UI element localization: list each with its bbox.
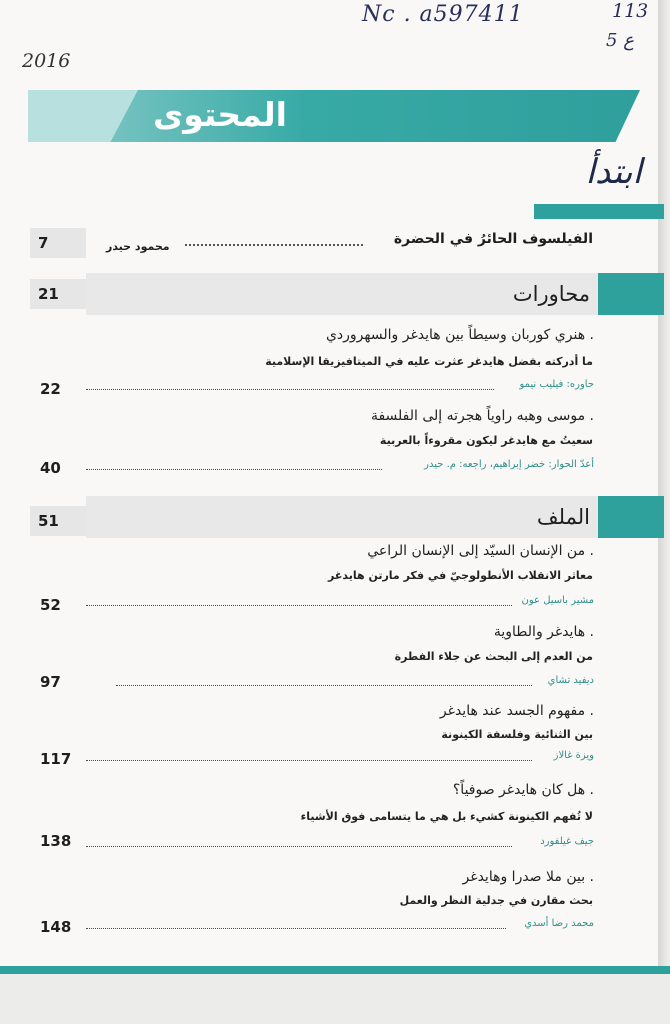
entry-author: مشير باسيل عون <box>521 595 594 606</box>
entry-title: . هايدغر والطاوية <box>493 624 594 640</box>
bottom-rule-thin <box>0 976 670 978</box>
entry-title: . من الإنسان السيّد إلى الإنسان الراعي <box>367 543 594 559</box>
editorial-page-number: 7 <box>30 228 86 258</box>
section-page-number: 21 <box>30 279 86 309</box>
editorial-accent-bar <box>534 204 664 219</box>
editorial-title: الفيلسوف الحائرُ في الحضرة <box>393 231 593 247</box>
entry-leader-dots <box>86 467 382 470</box>
entry-page-number: 40 <box>40 459 61 477</box>
entry-leader-dots <box>86 758 532 761</box>
bottom-rule <box>0 966 670 974</box>
entry-leader-dots <box>86 844 512 847</box>
entry-leader-dots <box>116 683 532 686</box>
entry-page-number: 148 <box>40 918 72 936</box>
handwritten-code: 5 ع <box>606 30 634 51</box>
entry-subtitle: بين الثنائية وفلسفة الكينونة <box>441 728 593 741</box>
entry-author: حاوره: فيليب نيمو <box>519 379 594 390</box>
entry-author: جيف غيلفورد <box>540 836 594 847</box>
entry-page-number: 22 <box>40 380 61 398</box>
entry-leader-dots <box>86 926 506 929</box>
editorial-section-label: ابتدأ <box>585 152 642 192</box>
entry-author: أعدّ الحوار: خضر إبراهيم، راجعه: م. حيدر <box>424 459 594 470</box>
section-band <box>86 496 598 538</box>
entry-title: . هل كان هايدغر صوفياً؟ <box>452 782 594 798</box>
entry-subtitle: لا تُفهم الكينونة كشيء بل هي ما يتسامى فوق الأشياء <box>300 810 593 823</box>
entry-leader-dots <box>86 603 512 606</box>
handwritten-year: 2016 <box>22 50 71 72</box>
entry-title: . هنري كوربان وسيطاً بين هايدغر والسهروردي <box>325 327 594 343</box>
entry-page-number: 117 <box>40 750 72 768</box>
entry-title: . بين ملا صدرا وهايدغر <box>462 869 594 885</box>
entry-author: ديفيد تشاي <box>547 675 594 686</box>
editorial-leader-dots <box>185 238 363 246</box>
entry-subtitle: ما أدركته بفضل هايدغر عثرت عليه في الميتافيزيقا الإسلامية <box>265 355 593 368</box>
section-accent <box>598 273 664 315</box>
section-title: الملف <box>536 505 590 529</box>
entry-author: محمد رضا أسدي <box>524 918 594 929</box>
editorial-author: محمود حيدر <box>106 240 170 253</box>
handwritten-catalog-number: Nc . a597411 <box>362 2 524 27</box>
entry-title: . موسى وهبه راوياً هجرته إلى الفلسفة <box>370 408 594 424</box>
entry-subtitle: معاثر الانقلاب الأنطولوجيّ في فكر مارتن هايدغر <box>328 569 593 582</box>
section-page-number: 51 <box>30 506 86 536</box>
entry-page-number: 97 <box>40 673 61 691</box>
page-title: المحتوى <box>152 95 287 134</box>
entry-title: . مفهوم الجسد عند هايدغر <box>439 703 594 719</box>
entry-page-number: 52 <box>40 596 61 614</box>
entry-subtitle: بحث مقارن في جدلية النظر والعمل <box>399 894 593 907</box>
entry-author: ويزة غالاز <box>553 750 594 761</box>
entry-leader-dots <box>86 387 494 390</box>
entry-subtitle: من العدم إلى البحث عن جلاء الفطرة <box>394 650 593 663</box>
entry-subtitle: سعيتُ مع هايدغر ليكون مقروءاً بالعربية <box>379 434 593 447</box>
entry-page-number: 138 <box>40 832 72 850</box>
section-title: محاورات <box>512 282 590 306</box>
handwritten-number: 113 <box>612 0 649 22</box>
section-accent <box>598 496 664 538</box>
